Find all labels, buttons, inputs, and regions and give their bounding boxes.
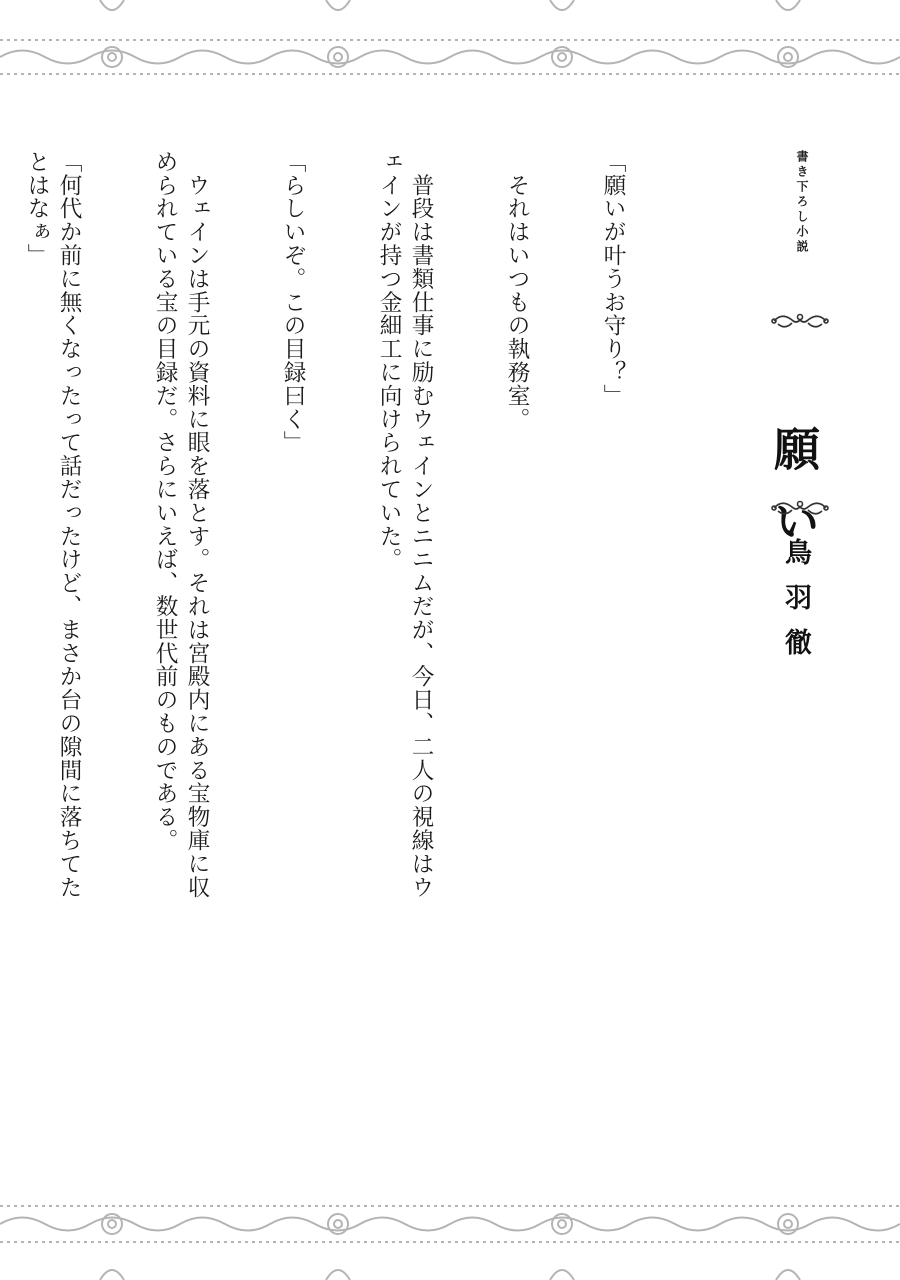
- section-label: 書き下ろし小説: [795, 150, 809, 255]
- bottom-lace-border: [0, 1192, 900, 1280]
- paragraph: 「何代か前に無くなったって話だったけど、まさか台の隙間に落ちてた とはなぁ」: [24, 150, 82, 899]
- top-lace-border: [0, 0, 900, 90]
- story-body: [24, 150, 693, 1180]
- paragraph: それはいつもの執務室。: [504, 150, 530, 431]
- author-name: 鳥羽徹: [780, 538, 811, 673]
- story-title: 願い: [767, 425, 821, 569]
- paragraph: 「願いが叶うお守り？」: [600, 150, 626, 408]
- paragraph: ウェインは手元の資料に眼を落とす。それは宮殿内にある宝物庫に収 められている宝の目録だ。さらにいえば、数世代前のものである。: [152, 150, 210, 899]
- title-block: [755, 150, 845, 680]
- ornament-flourish-icon: [770, 495, 830, 521]
- paragraph: 「らしいぞ。この目録曰く」: [280, 150, 306, 455]
- paragraph: 普段は書類仕事に励むウェインとニニムだが、今日、二人の視線はウ ェインが持つ金細工に向けられていた。: [376, 150, 434, 899]
- ornament-flourish-icon: [770, 308, 830, 334]
